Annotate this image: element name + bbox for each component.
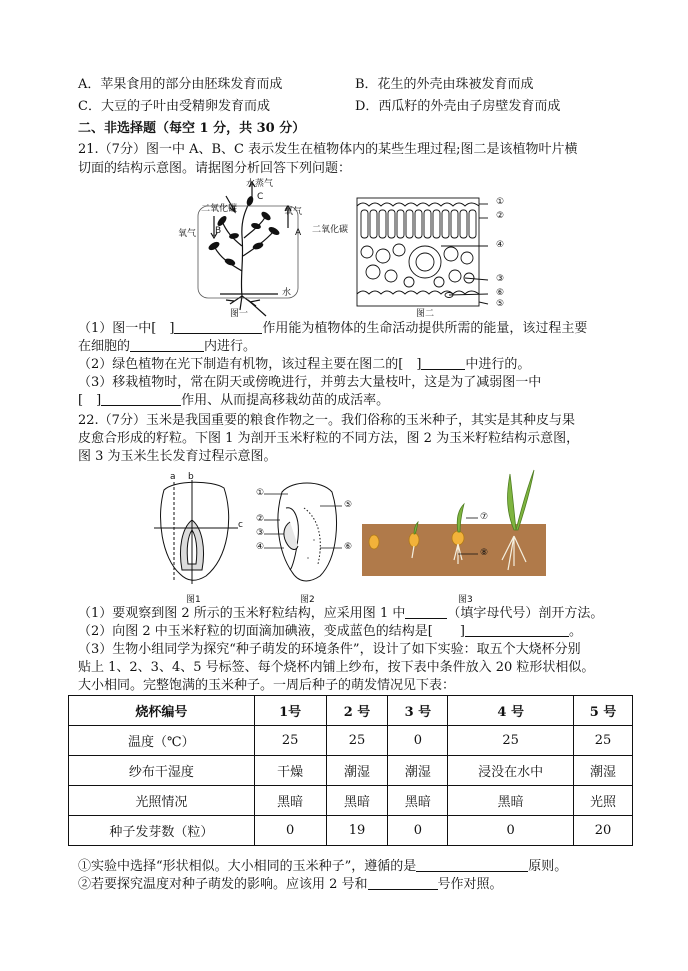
q21-fig1-label-b: B: [215, 226, 222, 236]
q21-figure2-leaf-section: [355, 196, 495, 314]
q22-fig1-label-b: b: [188, 472, 194, 482]
table-cell: 0: [254, 816, 326, 846]
q22-figure2-leaders: [250, 484, 362, 564]
q22-blank-2[interactable]: [465, 623, 569, 637]
q21-fig2-label-3: ③: [496, 274, 505, 284]
q21-fig1-label-a: A: [295, 228, 302, 238]
table-cell: 25: [448, 726, 574, 756]
q21-fig1-label-water-vapor: 水蒸气: [246, 179, 274, 189]
q22-sub1: （1）要观察到图 2 所示的玉米籽粒结构，应采用图 1 中 （填字母代号）剖开方法。: [78, 606, 604, 621]
q22-fig2-label-2: ②: [256, 514, 265, 524]
table-cell: 潮湿: [326, 756, 388, 786]
q21-stem-line1: 21.（7分）图一中 A、B、C 表示发生在植物体内的某些生理过程;图二是该植物叶片横: [78, 142, 578, 157]
table-cell: 25: [574, 726, 633, 756]
q21-fig1-caption: 图一: [230, 309, 249, 319]
q21-sub1-line2: 在细胞的 内进行。: [78, 339, 257, 354]
table-cell: 潮湿: [574, 756, 633, 786]
table-row: [69, 786, 633, 816]
q21-figure1-plant: [170, 176, 330, 318]
q22-stem-line3: 图 3 为玉米生长发育过程示意图。: [78, 449, 277, 464]
q22-sub3-a: ①实验中选择“形状相似。大小相同的玉米种子”，遵循的是 原则。: [78, 859, 568, 874]
q21-sub3-line1: （3）移栽植物时，常在阴天或傍晚进行，并剪去大量枝叶，这是为了减弱图一中: [78, 375, 542, 390]
q21-sub2: （2）绿色植物在光下制造有机物，该过程主要在图二的[ ] 中进行的。: [78, 357, 531, 372]
table-header-cell: 5 号: [574, 696, 633, 726]
q22-fig2-caption: 图2: [300, 595, 315, 605]
q21-fig2-caption: 图二: [416, 309, 435, 319]
table-row: [69, 816, 633, 846]
q22-blank-3[interactable]: [416, 858, 528, 872]
q21-fig2-label-1: ①: [496, 197, 505, 207]
table-header-cell: 2 号: [326, 696, 388, 726]
q22-blank-1[interactable]: [405, 605, 447, 619]
table-header-cell: 1号: [254, 696, 326, 726]
q22-figure1-kernel: [152, 478, 244, 588]
table-cell: 种子发芽数（粒）: [69, 816, 255, 846]
table-cell: 黑暗: [388, 786, 448, 816]
q22-fig3-label-7: ⑦: [480, 512, 489, 522]
table-cell: 黑暗: [448, 786, 574, 816]
q22-sub3-b: ②若要探究温度对种子萌发的影响。应该用 2 号和 号作对照。: [78, 877, 503, 892]
q21-fig1-label-co2-right: 二氧化碳: [312, 225, 349, 235]
q22-fig1-caption: 图1: [186, 595, 201, 605]
q21-stem-line2: 切面的结构示意图。请据图分析回答下列问题：: [78, 161, 352, 176]
section-title: 二、非选择题（每空 1 分，共 30 分）: [78, 121, 306, 136]
table-row: [69, 756, 633, 786]
q21-blank-2[interactable]: [130, 338, 204, 352]
table-cell: 25: [326, 726, 388, 756]
q22-fig3-caption: 图3: [458, 595, 473, 605]
table-cell: 光照: [574, 786, 633, 816]
q21-fig2-label-6: ⑥: [496, 288, 505, 298]
q21-fig1-label-c: C: [257, 192, 264, 202]
q21-fig2-label-2: ②: [496, 211, 505, 221]
table-header-cell: 烧杯编号: [69, 696, 255, 726]
table-cell: 0: [388, 816, 448, 846]
table-cell: 干燥: [254, 756, 326, 786]
q22-fig2-label-5: ⑤: [344, 500, 353, 510]
option-c: C．大豆的子叶由受精卵发育而成: [78, 99, 270, 114]
q21-sub1-line1: （1）图一中[ ] 作用能为植物体的生命活动提供所需的能量，该过程主要: [78, 321, 588, 336]
table-cell: 25: [254, 726, 326, 756]
q22-fig2-label-1: ①: [256, 488, 265, 498]
table-header-row: [69, 696, 633, 726]
table-cell: 黑暗: [326, 786, 388, 816]
q22-figure3-growth: [362, 466, 546, 578]
q22-sub3-line1: （3）生物小组同学为探究“种子萌发的环境条件”，设计了如下实验：取五个大烧杯分别: [78, 642, 581, 657]
q22-stem-line1: 22.（7分）玉米是我国重要的粮食作物之一。我们俗称的玉米种子，其实是其种皮与果: [78, 413, 575, 428]
q22-fig2-label-6: ⑥: [344, 542, 353, 552]
q22-fig3-label-8: ⑧: [480, 548, 489, 558]
option-a: A．苹果食用的部分由胚珠发育而成: [78, 77, 283, 92]
germination-table: [68, 695, 633, 846]
q22-blank-4[interactable]: [368, 876, 438, 890]
table-row: [69, 726, 633, 756]
q21-fig1-label-co2-left: 二氧化碳: [201, 204, 238, 214]
table-cell: 纱布干湿度: [69, 756, 255, 786]
q21-fig2-label-4: ④: [496, 240, 505, 250]
table-cell: 0: [388, 726, 448, 756]
q21-fig1-label-water: 水: [282, 288, 292, 298]
q21-blank-1[interactable]: [174, 320, 262, 334]
table-cell: 0: [448, 816, 574, 846]
table-cell: 20: [574, 816, 633, 846]
table-header-cell: 4 号: [448, 696, 574, 726]
q21-blank-4[interactable]: [101, 392, 181, 406]
q21-blank-3[interactable]: [421, 356, 465, 370]
q22-sub3-line2: 贴上 1、2、3、4、5 号标签、每个烧杯内铺上纱布，按下表中条件放入 20 粒形状相似。: [78, 660, 595, 675]
q21-fig1-label-o2-left: 氧气: [178, 229, 197, 239]
q21-fig2-label-5: ⑤: [496, 299, 505, 309]
q22-sub3-line3: 大小相同。完整饱满的玉米种子。一周后种子的萌发情况见下表：: [78, 678, 456, 693]
q21-sub3-line2: [ ] 作用、从而提高移栽幼苗的成活率。: [78, 393, 390, 408]
option-b: B．花生的外壳由珠被发育而成: [355, 77, 534, 92]
table-cell: 浸没在水中: [448, 756, 574, 786]
q22-fig1-label-c: c: [238, 520, 243, 530]
table-cell: 温度（℃）: [69, 726, 255, 756]
table-cell: 光照情况: [69, 786, 255, 816]
table-header-cell: 3 号: [388, 696, 448, 726]
table-cell: 19: [326, 816, 388, 846]
q22-fig2-label-3: ③: [256, 528, 265, 538]
q21-fig1-label-o2-right: 氧气: [284, 207, 303, 217]
q22-fig2-label-4: ④: [256, 542, 265, 552]
q22-fig1-label-a: a: [170, 472, 176, 482]
q22-sub2: （2）向图 2 中玉米籽粒的切面滴加碘液，变成蓝色的结构是[ ] 。: [78, 624, 582, 639]
q22-stem-line2: 皮愈合形成的籽粒。下图 1 为剖开玉米籽粒的不同方法，图 2 为玉米籽粒结构示意图，: [78, 431, 580, 446]
table-cell: 黑暗: [254, 786, 326, 816]
option-d: D．西瓜籽的外壳由子房壁发育而成: [355, 99, 561, 114]
table-cell: 潮湿: [388, 756, 448, 786]
